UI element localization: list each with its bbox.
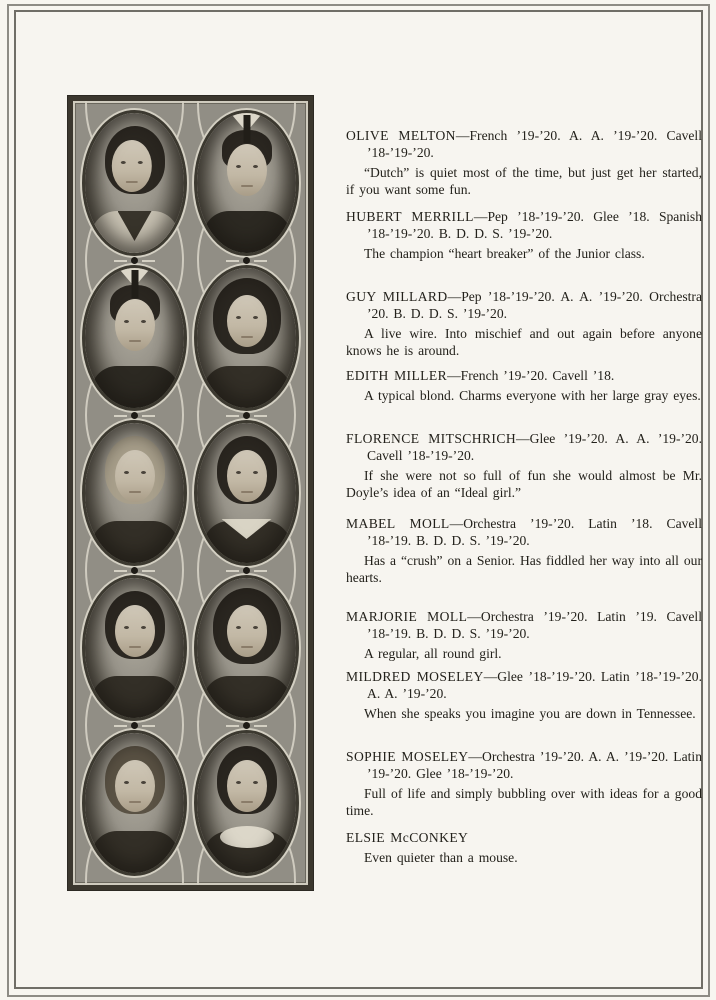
face-shape [227, 295, 267, 347]
student-activities: —Orchestra ’19-’20. Latin ’18. Cavell ’18-’19. B. D. D. S. ’19-’20. [367, 516, 702, 548]
face-shape [111, 140, 151, 192]
student-activities: —Orchestra ’19-’20. Latin ’19. Cavell ’18-’19. B. D. D. S. ’19-’20. [367, 609, 702, 641]
student-entry-elsie-mcconkey [346, 829, 702, 866]
divider-dot-ornament [131, 567, 138, 574]
photo-collage-content [73, 101, 308, 885]
face-shape [115, 299, 155, 351]
portrait-oval [85, 733, 184, 873]
face-shape [227, 144, 267, 196]
divider-dot-ornament [243, 567, 250, 574]
face-shape [115, 760, 155, 812]
hair-shape [105, 746, 165, 814]
student-activities: —Pep ’18-’19-’20. A. A. ’19-’20. Orchestra ’20. B. D. D. S. ’19-’20. [367, 289, 702, 321]
student-description: A live wire. Into mischief and out again before anyone knows he is around. [346, 326, 702, 358]
face-shape [115, 605, 155, 657]
student-entry-mildred-moseley [346, 668, 702, 722]
shoulders-shape [203, 676, 291, 718]
student-entry-sophie-moseley [346, 748, 702, 819]
hair-shape [213, 588, 281, 664]
student-activities: —Pep ’18-’19-’20. Glee ’18. Spanish ’18-’19-’20. B. D. D. S. ’19-’20. [367, 209, 702, 241]
face-shape [227, 760, 267, 812]
student-name: MARJORIE MOLL [346, 609, 468, 624]
divider-dot-ornament [243, 722, 250, 729]
portrait-photo [85, 423, 184, 563]
hair-shape [217, 746, 277, 814]
shoulders-shape [91, 521, 179, 563]
portrait-oval [197, 113, 296, 253]
portrait-photo [197, 268, 296, 408]
student-entry-olive-melton [346, 127, 702, 198]
student-name: FLORENCE MITSCHRICH [346, 431, 517, 446]
portrait-oval [85, 578, 184, 718]
student-entry-guy-millard [346, 288, 702, 359]
hair-shape [105, 591, 165, 659]
student-activities: —French ’19-’20. Cavell ’18. [447, 368, 615, 383]
portrait-photo [85, 578, 184, 718]
student-name: SOPHIE MOSELEY [346, 749, 469, 764]
shoulders-shape [203, 831, 291, 873]
hair-shape [213, 278, 281, 354]
student-description: When she speaks you imagine you are down in Tennessee. [364, 706, 696, 721]
shoulders-shape [91, 211, 179, 253]
portrait-oval [197, 733, 296, 873]
hair-shape [105, 126, 165, 194]
student-name: MABEL MOLL [346, 516, 450, 531]
student-name: OLIVE MELTON [346, 128, 456, 143]
portrait-oval [197, 578, 296, 718]
hair-shape [105, 436, 165, 504]
divider-dot-ornament [131, 412, 138, 419]
photo-collage-panel [68, 96, 313, 890]
divider-dot-ornament [131, 722, 138, 729]
portrait-oval [85, 423, 184, 563]
student-description: A regular, all round girl. [364, 646, 502, 661]
student-description: Full of life and simply bubbling over with ideas for a good time. [346, 786, 702, 818]
portrait-photo [85, 113, 184, 253]
portrait-oval [197, 423, 296, 563]
face-shape [227, 450, 267, 502]
portrait-photo [197, 578, 296, 718]
student-name: GUY MILLARD [346, 289, 448, 304]
shoulders-shape [203, 211, 291, 253]
student-entries-column [346, 127, 702, 866]
shoulders-shape [91, 831, 179, 873]
portrait-oval [197, 268, 296, 408]
student-name: EDITH MILLER [346, 368, 448, 383]
student-entry-hubert-merrill [346, 208, 702, 262]
student-name: ELSIE McCONKEY [346, 830, 469, 845]
portrait-photo [197, 733, 296, 873]
portrait-photo [85, 733, 184, 873]
student-activities: —French ’19-’20. A. A. ’19-’20. Cavell ’18-’19-’20. [367, 128, 702, 160]
shoulders-shape [203, 521, 291, 563]
portrait-oval [85, 113, 184, 253]
student-entry-marjorie-moll [346, 608, 702, 662]
portrait-photo [85, 268, 184, 408]
student-description: If she were not so full of fun she would almost be Mr. Doyle’s idea of an “Ideal girl.” [346, 468, 702, 500]
divider-dot-ornament [131, 257, 138, 264]
portrait-photo [197, 423, 296, 563]
shoulders-shape [203, 366, 291, 408]
face-shape [227, 605, 267, 657]
student-description: A typical blond. Charms everyone with her large gray eyes. [364, 388, 701, 403]
student-entry-mabel-moll [346, 515, 702, 586]
student-activities: —Glee ’19-’20. A. A. ’19-’20. Cavell ’18-’19-’20. [367, 431, 702, 463]
student-description: The champion “heart breaker” of the Junior class. [364, 246, 645, 261]
student-entry-edith-miller [346, 367, 702, 404]
student-description: “Dutch” is quiet most of the time, but just get her started, if you want some fun. [346, 165, 702, 197]
shoulders-shape [91, 366, 179, 408]
student-activities: —Orchestra ’19-’20. A. A. ’19-’20. Latin ’19-’20. Glee ’18-’19-’20. [367, 749, 702, 781]
portrait-oval [85, 268, 184, 408]
student-name: MILDRED MOSELEY [346, 669, 484, 684]
student-activities: —Glee ’18-’19-’20. Latin ’18-’19-’20. A. A. ’19-’20. [367, 669, 703, 701]
student-description: Even quieter than a mouse. [364, 850, 518, 865]
student-entry-florence-mitschrich [346, 430, 702, 501]
hair-shape [217, 436, 277, 504]
divider-dot-ornament [243, 257, 250, 264]
divider-dot-ornament [243, 412, 250, 419]
face-shape [115, 450, 155, 502]
student-name: HUBERT MERRILL [346, 209, 474, 224]
student-description: Has a “crush” on a Senior. Has fiddled her way into all our hearts. [346, 553, 702, 585]
portrait-photo [197, 113, 296, 253]
shoulders-shape [91, 676, 179, 718]
